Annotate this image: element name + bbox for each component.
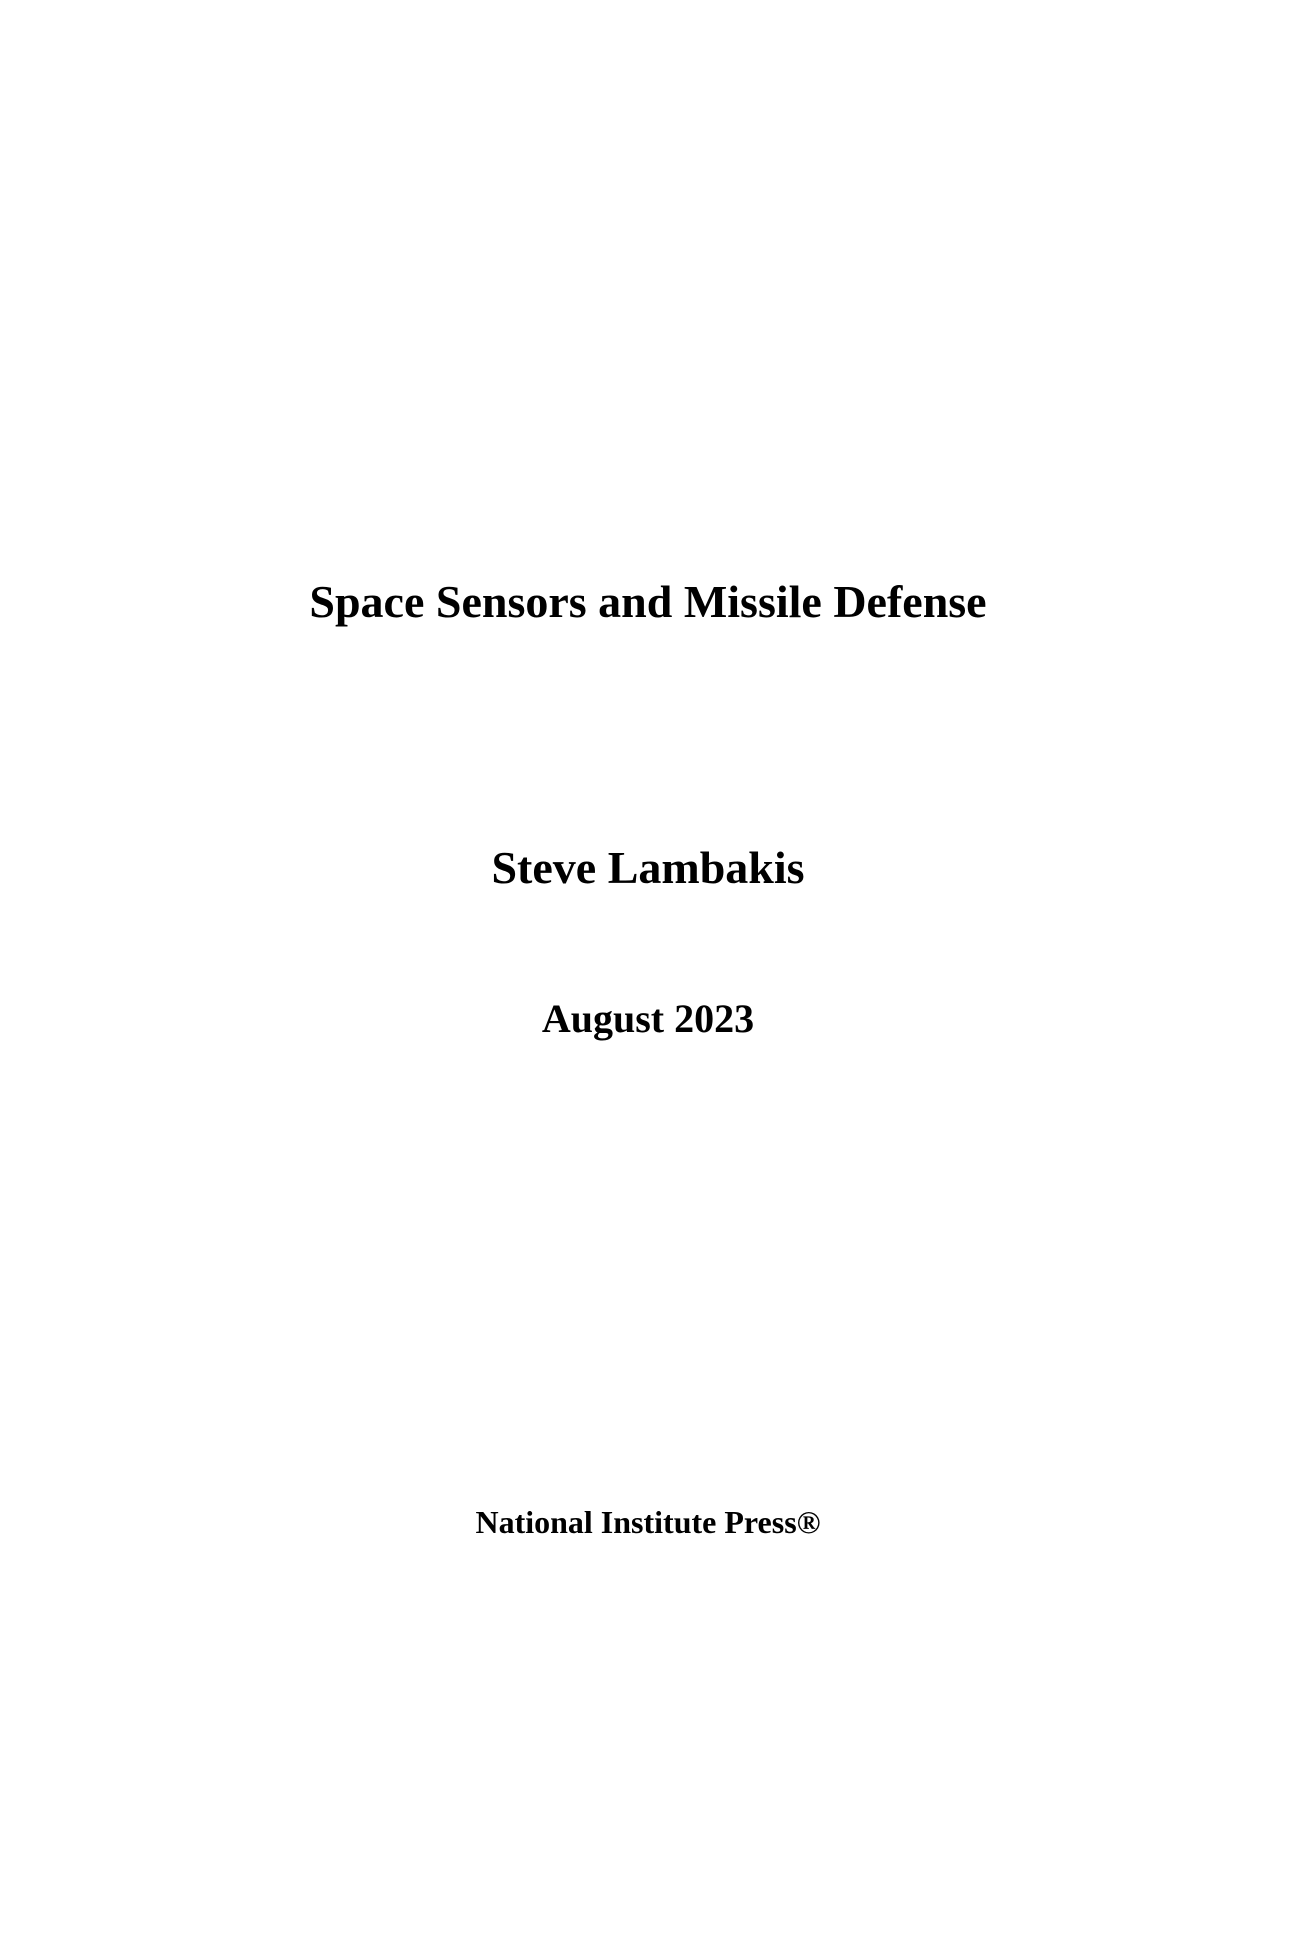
document-title: Space Sensors and Missile Defense (309, 576, 987, 627)
publication-date: August 2023 (541, 996, 755, 1041)
publisher-name: National Institute Press® (475, 1504, 821, 1540)
author-name: Steve Lambakis (491, 842, 805, 893)
